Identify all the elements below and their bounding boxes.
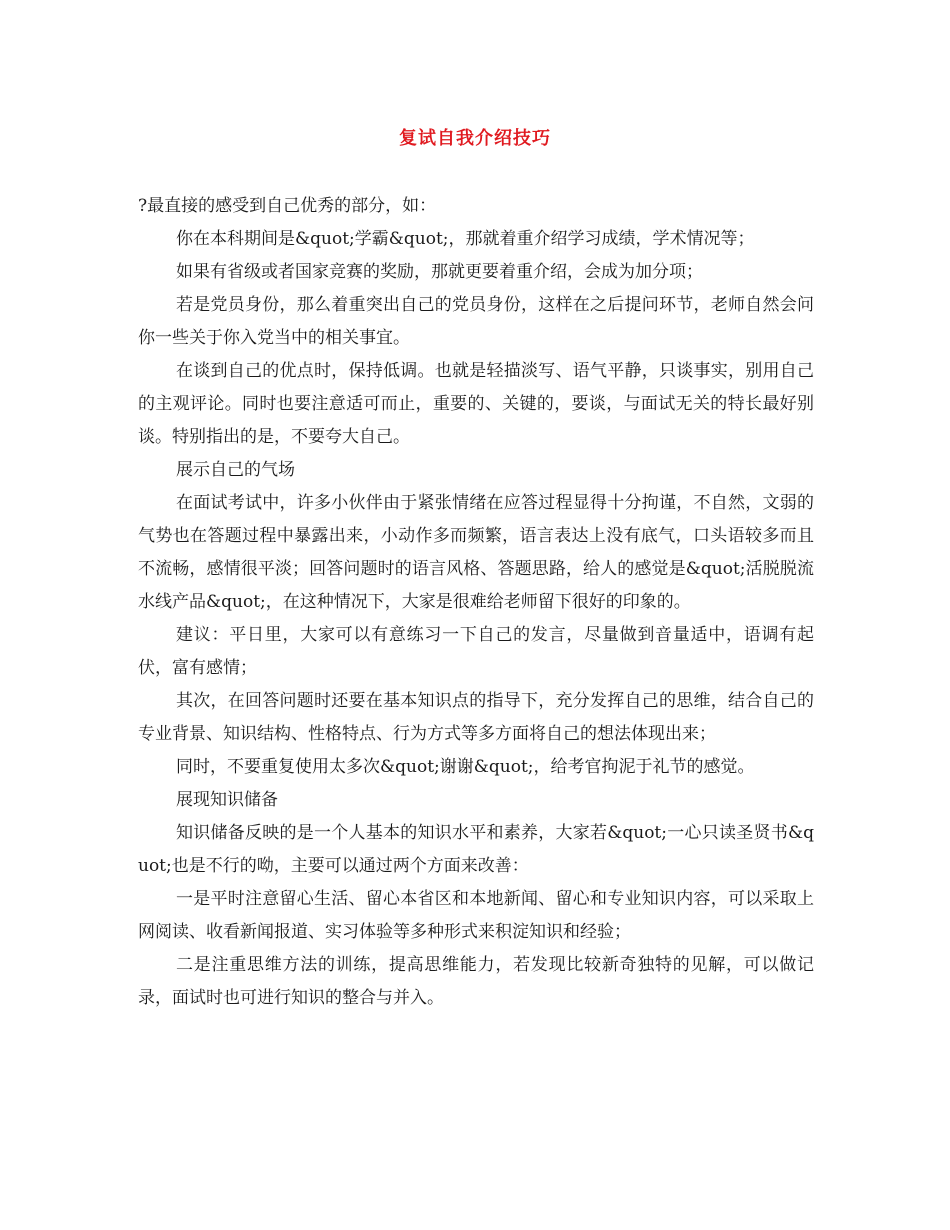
document-body bbox=[138, 190, 814, 1015]
paragraph: 知识储备反映的是一个人基本的知识水平和素养，大家若&quot;一心只读圣贤书&quot;也是不行的呦，主要可以通过两个方面来改善： bbox=[138, 823, 814, 876]
paragraph: 建议：平日里，大家可以有意练习一下自己的发言，尽量做到音量适中，语调有起伏，富有感情； bbox=[138, 625, 814, 678]
section-heading: 展现知识储备 bbox=[176, 790, 278, 810]
paragraph: 其次，在回答问题时还要在基本知识点的指导下，充分发挥自己的思维，结合自己的专业背景、知识结构、性格特点、行为方式等多方面将自己的想法体现出来； bbox=[138, 691, 814, 744]
paragraph: 在谈到自己的优点时，保持低调。也就是轻描淡写、语气平静，只谈事实，别用自己的主观评论。同时也要注意适可而止，重要的、关键的，要谈，与面试无关的特长最好别谈。特别指出的是，不要夸大自己。 bbox=[138, 361, 814, 447]
paragraph: 若是党员身份，那么着重突出自己的党员身份，这样在之后提问环节，老师自然会问你一些关于你入党当中的相关事宜。 bbox=[138, 295, 814, 348]
paragraph: 一是平时注意留心生活、留心本省区和本地新闻、留心和专业知识内容，可以采取上网阅读、收看新闻报道、实习体验等多种形式来积淀知识和经验； bbox=[138, 889, 814, 942]
section-heading: 展示自己的气场 bbox=[176, 460, 295, 480]
paragraph: ?最直接的感受到自己优秀的部分，如： bbox=[138, 196, 437, 216]
paragraph: 二是注重思维方法的训练，提高思维能力，若发现比较新奇独特的见解，可以做记录，面试时也可进行知识的整合与并入。 bbox=[138, 955, 814, 1008]
paragraph: 如果有省级或者国家竞赛的奖励，那就更要着重介绍，会成为加分项； bbox=[176, 262, 703, 282]
paragraph: 你在本科期间是&quot;学霸&quot;，那就着重介绍学习成绩，学术情况等； bbox=[176, 229, 755, 249]
document-title: 复试自我介绍技巧 bbox=[399, 128, 551, 149]
paragraph: 在面试考试中，许多小伙伴由于紧张情绪在应答过程显得十分拘谨，不自然，文弱的气势也在答题过程中暴露出来，小动作多而频繁，语言表达上没有底气，口头语较多而且不流畅，感情很平淡；回答问题时的语言风格、答题思路，给人的感觉是&quot;活脱脱流水线产品&quot;，在这种情况下，大家是很难给老师留下很好的印象的。 bbox=[138, 493, 814, 612]
paragraph: 同时，不要重复使用太多次&quot;谢谢&quot;，给考官拘泥于礼节的感觉。 bbox=[176, 757, 755, 777]
